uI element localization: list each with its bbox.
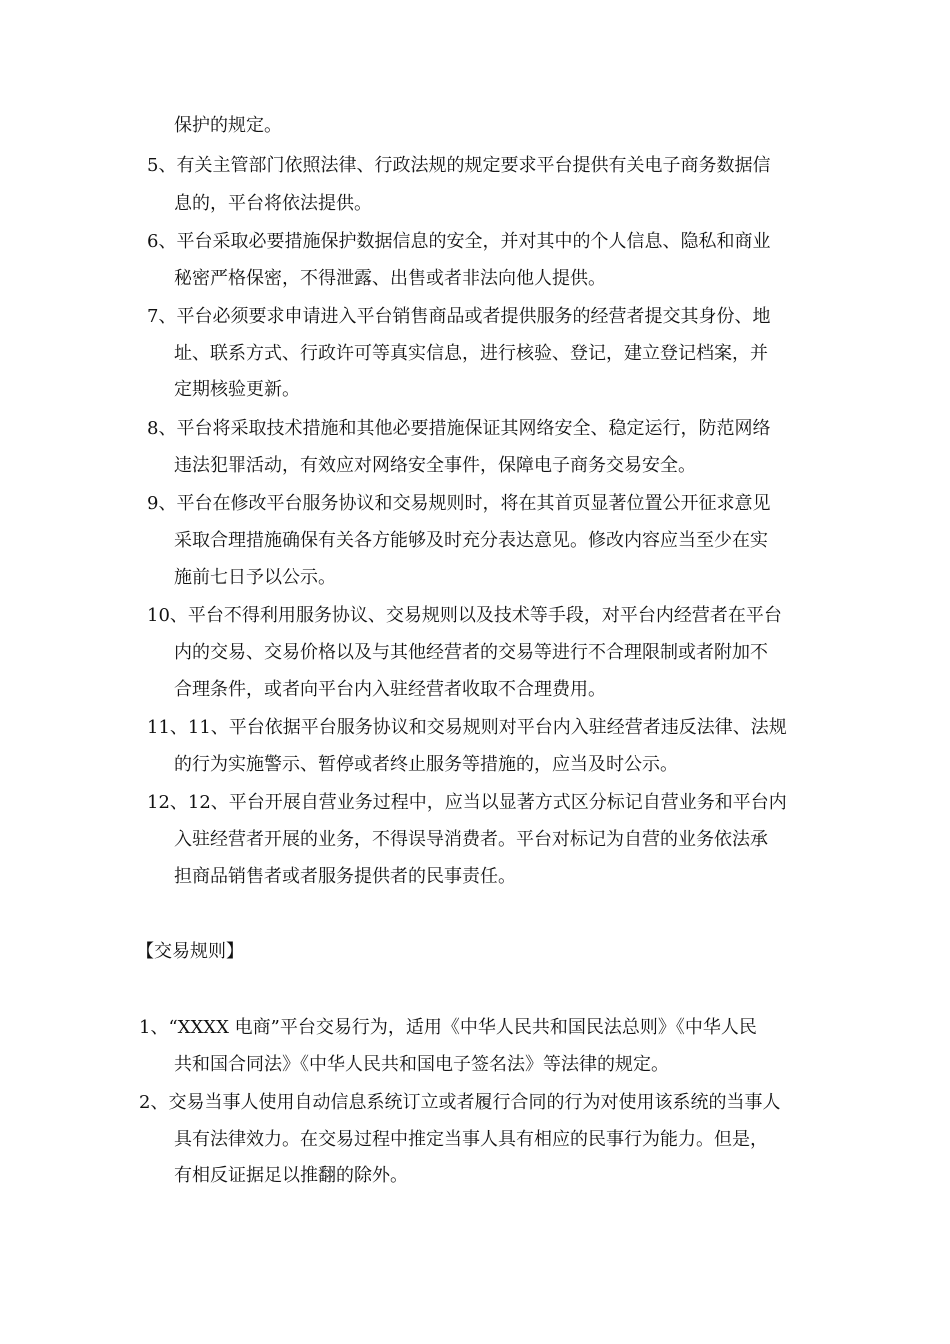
clause-11-line-1: 11、11、平台依据平台服务协议和交易规则对平台内入驻经营者违反法律、法规 xyxy=(147,717,787,738)
clause-7-line-2: 址、联系方式、行政许可等真实信息，进行核验、登记，建立登记档案，并 xyxy=(174,343,768,364)
clause-5-line-1: 5、有关主管部门依照法律、行政法规的规定要求平台提供有关电子商务数据信 xyxy=(147,155,771,176)
clause-5-line-2: 息的，平台将依法提供。 xyxy=(174,193,372,214)
clause-9-line-3: 施前七日予以公示。 xyxy=(174,567,336,588)
clause-10-line-1: 10、平台不得利用服务协议、交易规则以及技术等手段，对平台内经营者在平台 xyxy=(147,605,782,626)
clause-7-line-1: 7、平台必须要求申请进入平台销售商品或者提供服务的经营者提交其身份、地 xyxy=(147,306,771,327)
clause-9-line-2: 采取合理措施确保有关各方能够及时充分表达意见。修改内容应当至少在实 xyxy=(174,530,768,551)
clause-8-line-2: 违法犯罪活动，有效应对网络安全事件，保障电子商务交易安全。 xyxy=(174,455,696,476)
clause-12-line-3: 担商品销售者或者服务提供者的民事责任。 xyxy=(174,866,516,887)
clause-10-line-3: 合理条件，或者向平台内入驻经营者收取不合理费用。 xyxy=(174,679,606,700)
clause-6-line-1: 6、平台采取必要措施保护数据信息的安全，并对其中的个人信息、隐私和商业 xyxy=(147,231,771,252)
rule-2-line-1: 2、交易当事人使用自动信息系统订立或者履行合同的行为对使用该系统的当事人 xyxy=(139,1092,781,1113)
clause-9-line-1: 9、平台在修改平台服务协议和交易规则时，将在其首页显著位置公开征求意见 xyxy=(147,493,771,514)
rule-1-line-2: 共和国合同法》《中华人民共和国电子签名法》等法律的规定。 xyxy=(174,1054,669,1075)
rule-1-line-1: 1、“XXXX 电商”平台交易行为，适用《中华人民共和国民法总则》《中华人民 xyxy=(139,1017,757,1038)
rule-2-line-2: 具有法律效力。在交易过程中推定当事人具有相应的民事行为能力。但是， xyxy=(174,1129,768,1150)
clause-12-line-1: 12、12、平台开展自营业务过程中，应当以显著方式区分标记自营业务和平台内 xyxy=(147,792,787,813)
rule-2-line-3: 有相反证据足以推翻的除外。 xyxy=(174,1165,408,1186)
clause-7-line-3: 定期核验更新。 xyxy=(174,379,300,400)
clause-12-line-2: 入驻经营者开展的业务，不得误导消费者。平台对标记为自营的业务依法承 xyxy=(174,829,768,850)
section-heading: 【交易规则】 xyxy=(136,941,244,962)
clause-8-line-1: 8、平台将采取技术措施和其他必要措施保证其网络安全、稳定运行，防范网络 xyxy=(147,418,771,439)
clause-10-line-2: 内的交易、交易价格以及与其他经营者的交易等进行不合理限制或者附加不 xyxy=(174,642,768,663)
clause-6-line-2: 秘密严格保密，不得泄露、出售或者非法向他人提供。 xyxy=(174,268,606,289)
clause-4-continuation: 保护的规定。 xyxy=(174,115,282,136)
clause-11-line-2: 的行为实施警示、暂停或者终止服务等措施的，应当及时公示。 xyxy=(174,754,678,775)
